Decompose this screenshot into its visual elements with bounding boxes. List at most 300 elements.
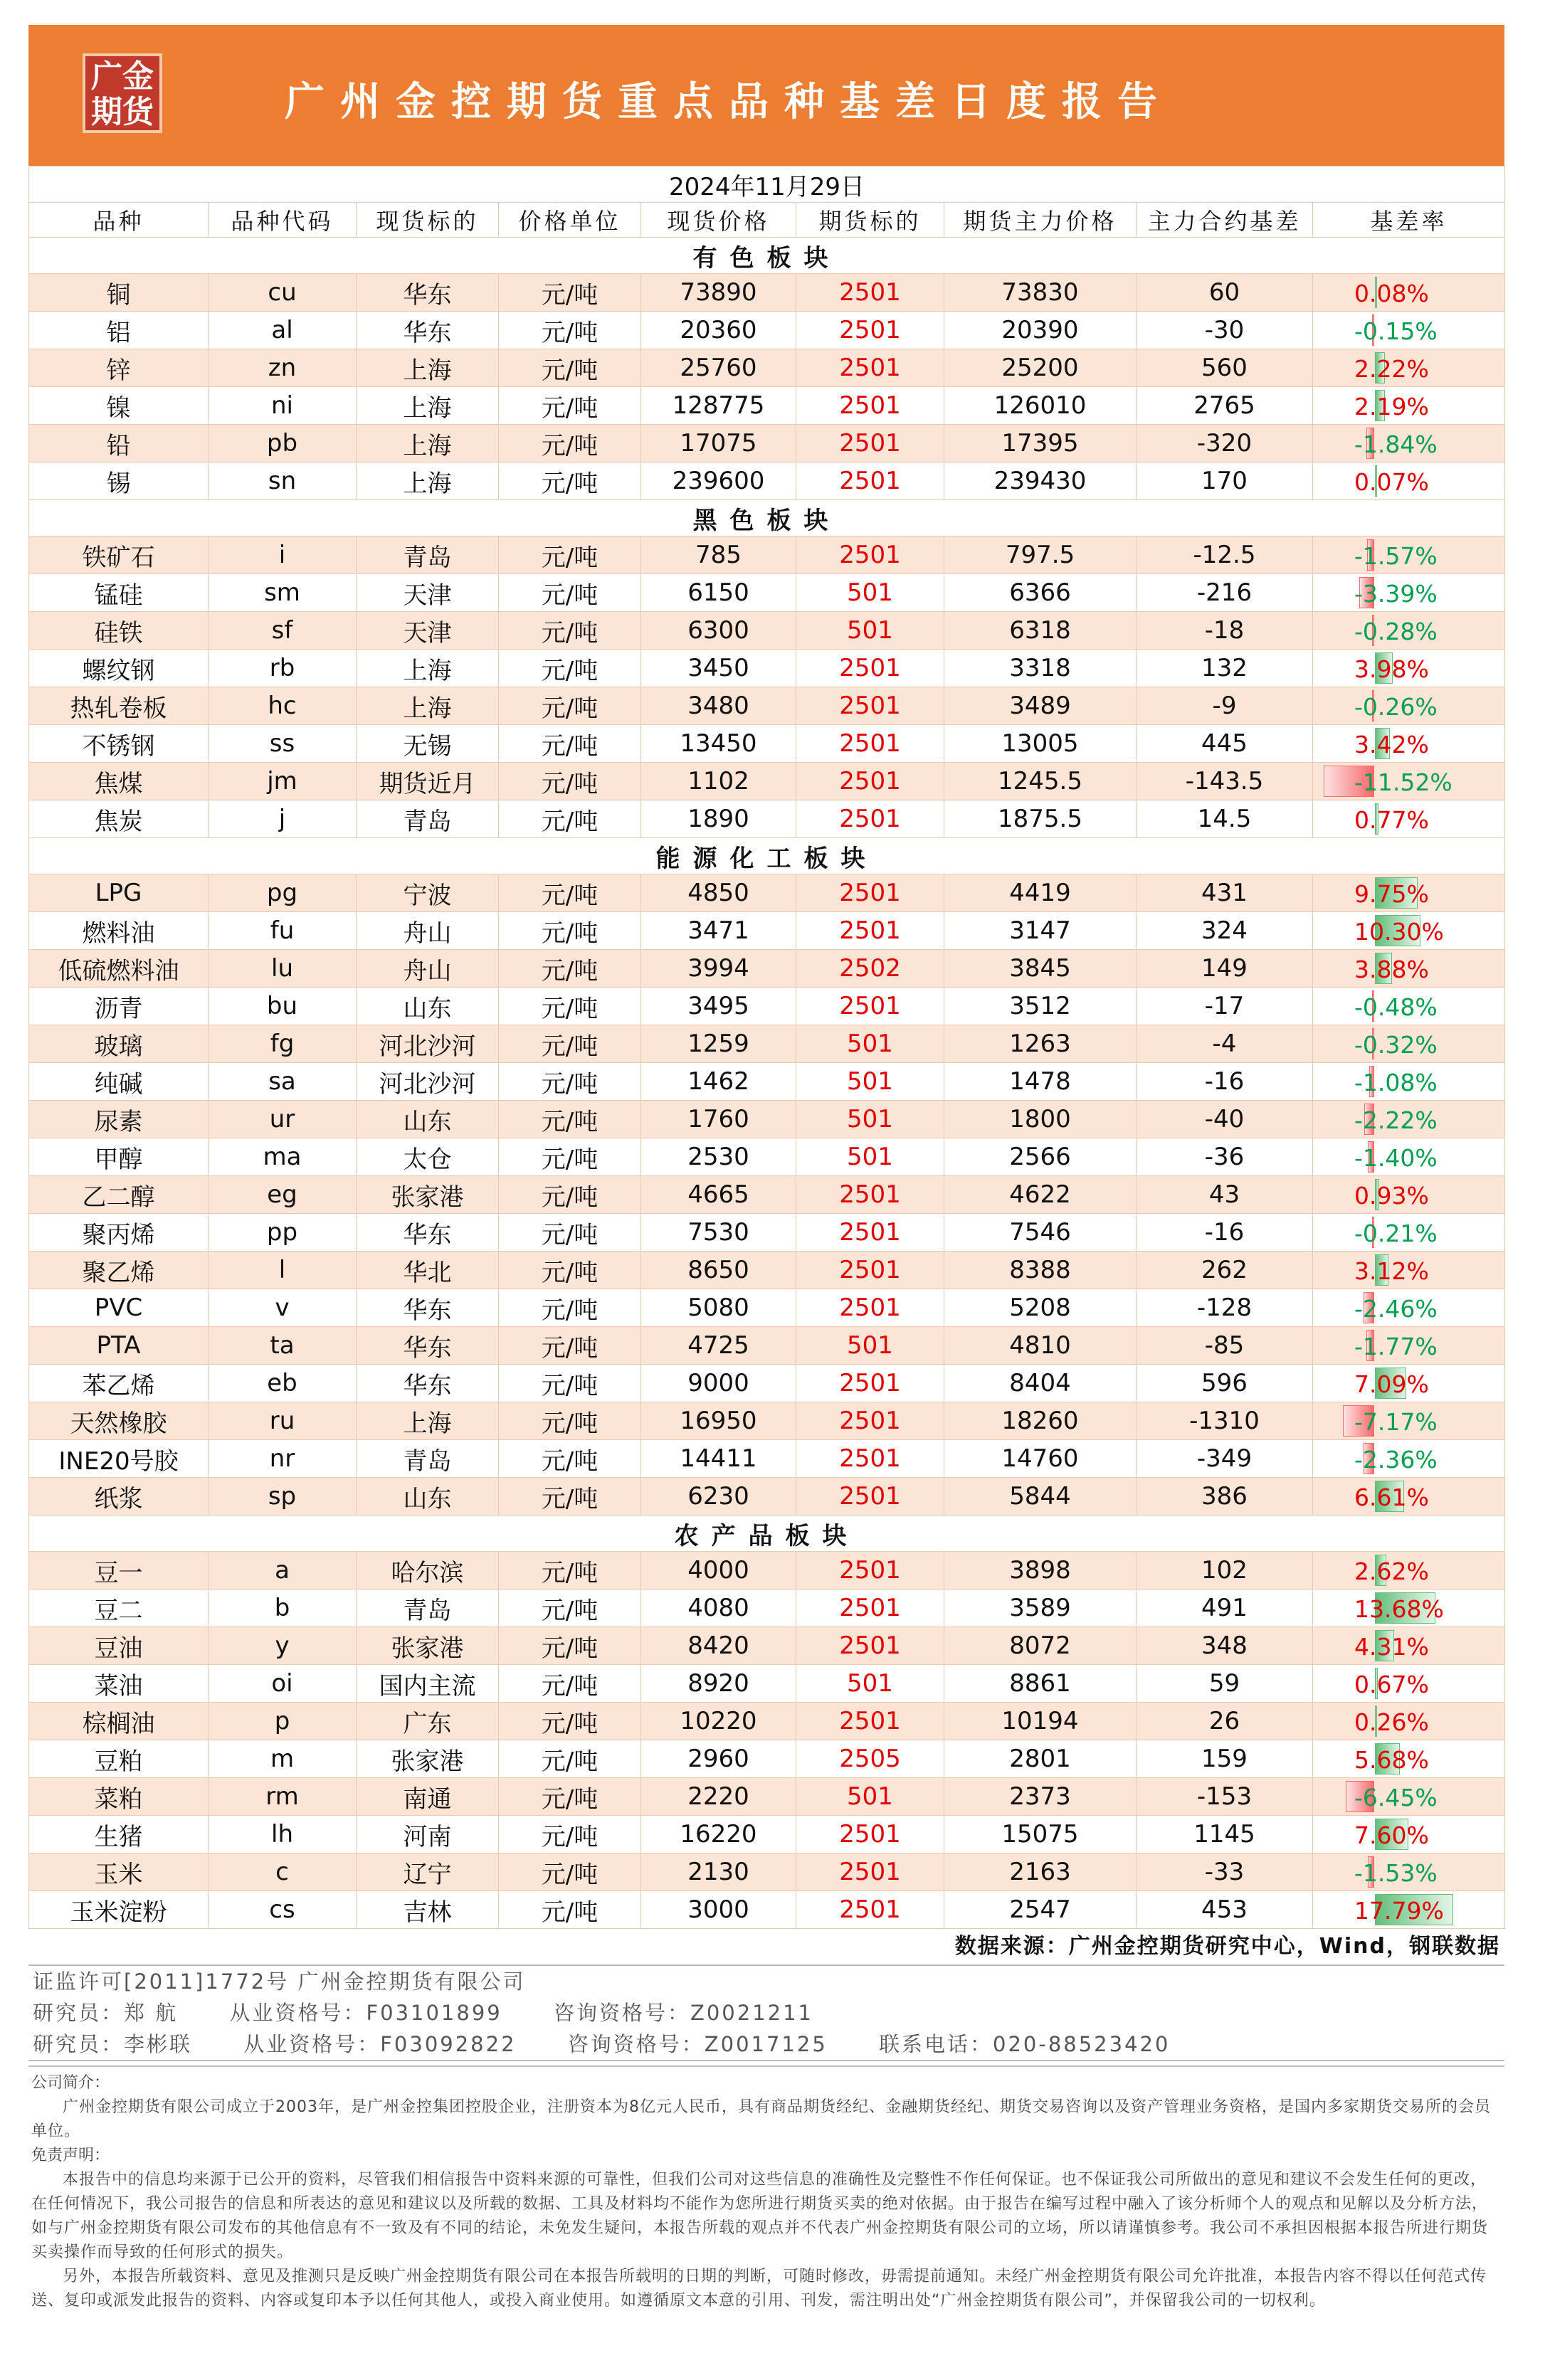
spot-price-cell: 1890 (641, 800, 796, 838)
code-cell: jm (209, 763, 357, 800)
contract-cell: 2501 (796, 387, 944, 425)
futures-price-cell: 2373 (944, 1778, 1137, 1816)
futures-price-cell: 3512 (944, 988, 1137, 1025)
contract-cell: 2501 (796, 1590, 944, 1627)
futures-price-cell: 4419 (944, 874, 1137, 912)
unit-cell: 元/吨 (499, 312, 641, 349)
table-row (29, 763, 1505, 800)
basis-cell: 560 (1137, 349, 1313, 387)
code-cell: al (209, 312, 357, 349)
spot-market-cell: 广东 (357, 1703, 499, 1740)
column-header: 主力合约基差 (1137, 203, 1313, 238)
contract-cell: 501 (796, 1025, 944, 1063)
futures-price-cell: 1800 (944, 1101, 1137, 1138)
basis-cell: -216 (1137, 574, 1313, 612)
futures-price-cell: 126010 (944, 387, 1137, 425)
variety-cell: 菜粕 (29, 1778, 209, 1816)
unit-cell: 元/吨 (499, 650, 641, 687)
basis-rate-cell (1313, 1025, 1505, 1063)
variety-cell: 铜 (29, 274, 209, 312)
code-cell: b (209, 1590, 357, 1627)
futures-price-cell: 6318 (944, 612, 1137, 650)
basis-rate-value: -0.28% (1354, 618, 1438, 645)
spot-market-cell: 哈尔滨 (357, 1552, 499, 1590)
unit-cell: 元/吨 (499, 1816, 641, 1853)
basis-rate-cell (1313, 1365, 1505, 1402)
unit-cell: 元/吨 (499, 1740, 641, 1778)
spot-market-cell: 舟山 (357, 912, 499, 950)
spot-market-cell: 期货近月 (357, 763, 499, 800)
variety-cell: 焦炭 (29, 800, 209, 838)
spot-market-cell: 河北沙河 (357, 1063, 499, 1101)
contract-cell: 2501 (796, 1176, 944, 1214)
contract-cell: 2501 (796, 874, 944, 912)
spot-price-cell: 6300 (641, 612, 796, 650)
basis-rate-cell (1313, 274, 1505, 312)
code-cell: i (209, 536, 357, 574)
basis-rate-cell (1313, 725, 1505, 763)
spot-price-cell: 20360 (641, 312, 796, 349)
futures-price-cell: 8388 (944, 1252, 1137, 1289)
basis-cell: -18 (1137, 612, 1313, 650)
basis-cell: -33 (1137, 1853, 1313, 1891)
report-header (28, 25, 1504, 166)
spot-price-cell: 2960 (641, 1740, 796, 1778)
basis-rate-value: 6.61% (1354, 1483, 1429, 1511)
basis-rate-cell (1313, 1590, 1505, 1627)
contract-cell: 2501 (796, 536, 944, 574)
variety-cell: 玻璃 (29, 1025, 209, 1063)
variety-cell: 天然橡胶 (29, 1402, 209, 1440)
section-title: 有色板块 (29, 238, 1505, 274)
table-row (29, 1478, 1505, 1516)
basis-cell: 453 (1137, 1891, 1313, 1929)
basis-cell: 386 (1137, 1478, 1313, 1516)
futures-price-cell: 4810 (944, 1327, 1137, 1365)
unit-cell: 元/吨 (499, 1552, 641, 1590)
basis-rate-value: 3.42% (1354, 731, 1429, 758)
company-info (28, 2066, 1504, 2320)
basis-rate-cell (1313, 1816, 1505, 1853)
spot-market-cell: 辽宁 (357, 1853, 499, 1891)
contract-cell: 2501 (796, 312, 944, 349)
basis-cell: -349 (1137, 1440, 1313, 1478)
basis-cell: 159 (1137, 1740, 1313, 1778)
column-header-row (29, 203, 1505, 238)
contract-cell: 501 (796, 1101, 944, 1138)
logo-line2: 期货 (91, 94, 154, 130)
consult-number: 咨询资格号：Z0017125 (567, 2032, 828, 2056)
variety-cell: PVC (29, 1289, 209, 1327)
code-cell: a (209, 1552, 357, 1590)
spot-market-cell: 华东 (357, 1327, 499, 1365)
basis-rate-value: 9.75% (1354, 880, 1429, 908)
spot-market-cell: 上海 (357, 1402, 499, 1440)
basis-rate-value: 3.88% (1354, 956, 1429, 983)
variety-cell: 铝 (29, 312, 209, 349)
unit-cell: 元/吨 (499, 1703, 641, 1740)
contract-cell: 2501 (796, 1816, 944, 1853)
contact-phone: 联系电话：020-88523420 (879, 2032, 1171, 2056)
basis-rate-value: 2.22% (1354, 355, 1429, 383)
variety-cell: 豆油 (29, 1627, 209, 1665)
report-date: 2024年11月29日 (29, 166, 1505, 203)
table-row (29, 1365, 1505, 1402)
spot-market-cell: 山东 (357, 1478, 499, 1516)
contract-cell: 2501 (796, 800, 944, 838)
intro-text: 广州金控期货有限公司成立于2003年，是广州金控集团控股企业，注册资本为8亿元人民币，具有商品期货经纪、金融期货经纪、期货交易咨询以及资产管理业务资格，是国内多家期货交易所的会员单位。 (31, 2098, 1491, 2140)
code-cell: m (209, 1740, 357, 1778)
variety-cell: 棕榈油 (29, 1703, 209, 1740)
code-cell: oi (209, 1665, 357, 1703)
unit-cell: 元/吨 (499, 874, 641, 912)
table-row (29, 725, 1505, 763)
variety-cell: 锰硅 (29, 574, 209, 612)
table-row (29, 1252, 1505, 1289)
spot-market-cell: 华东 (357, 1214, 499, 1252)
futures-price-cell: 3898 (944, 1552, 1137, 1590)
basis-rate-value: 13.68% (1354, 1595, 1444, 1623)
basis-rate-value: -2.46% (1354, 1295, 1438, 1323)
basis-cell: 26 (1137, 1703, 1313, 1740)
code-cell: p (209, 1703, 357, 1740)
spot-price-cell: 8920 (641, 1665, 796, 1703)
column-header: 基差率 (1313, 203, 1505, 238)
table-row (29, 387, 1505, 425)
basis-rate-cell (1313, 1176, 1505, 1214)
basis-rate-cell (1313, 1289, 1505, 1327)
basis-rate-value: 4.31% (1354, 1633, 1429, 1661)
basis-rate-value: 2.19% (1354, 393, 1429, 421)
basis-cell: -320 (1137, 425, 1313, 462)
spot-price-cell: 1462 (641, 1063, 796, 1101)
basis-rate-cell (1313, 1552, 1505, 1590)
table-row (29, 1552, 1505, 1590)
unit-cell: 元/吨 (499, 1891, 641, 1929)
variety-cell: 热轧卷板 (29, 687, 209, 725)
basis-rate-value: 0.07% (1354, 468, 1429, 496)
researcher-line-2 (28, 2029, 1504, 2060)
basis-cell: -40 (1137, 1101, 1313, 1138)
futures-price-cell: 5844 (944, 1478, 1137, 1516)
unit-cell: 元/吨 (499, 1665, 641, 1703)
variety-cell: 不锈钢 (29, 725, 209, 763)
spot-price-cell: 3480 (641, 687, 796, 725)
table-row (29, 1627, 1505, 1665)
code-cell: c (209, 1853, 357, 1891)
table-row (29, 950, 1505, 988)
code-cell: y (209, 1627, 357, 1665)
code-cell: fu (209, 912, 357, 950)
futures-price-cell: 3845 (944, 950, 1137, 988)
basis-rate-value: 7.09% (1354, 1370, 1429, 1398)
basis-cell: 60 (1137, 274, 1313, 312)
section-title: 黑色板块 (29, 500, 1505, 536)
spot-market-cell: 舟山 (357, 950, 499, 988)
futures-price-cell: 10194 (944, 1703, 1137, 1740)
futures-price-cell: 8861 (944, 1665, 1137, 1703)
section-header-row (29, 500, 1505, 536)
basis-rate-cell (1313, 988, 1505, 1025)
spot-price-cell: 4000 (641, 1552, 796, 1590)
table-row (29, 988, 1505, 1025)
contract-cell: 2501 (796, 1703, 944, 1740)
basis-cell: 170 (1137, 462, 1313, 500)
contract-cell: 2501 (796, 1853, 944, 1891)
variety-cell: 锌 (29, 349, 209, 387)
basis-rate-cell (1313, 950, 1505, 988)
code-cell: pb (209, 425, 357, 462)
company-logo (83, 53, 162, 133)
table-row (29, 462, 1505, 500)
spot-market-cell: 华东 (357, 1289, 499, 1327)
contract-cell: 2501 (796, 1289, 944, 1327)
spot-market-cell: 吉林 (357, 1891, 499, 1929)
variety-cell: LPG (29, 874, 209, 912)
futures-price-cell: 8072 (944, 1627, 1137, 1665)
unit-cell: 元/吨 (499, 1289, 641, 1327)
unit-cell: 元/吨 (499, 1590, 641, 1627)
spot-market-cell: 青岛 (357, 1590, 499, 1627)
spot-price-cell: 13450 (641, 725, 796, 763)
report-footer (28, 1964, 1504, 2061)
futures-price-cell: 18260 (944, 1402, 1137, 1440)
futures-price-cell: 6366 (944, 574, 1137, 612)
basis-rate-value: -0.21% (1354, 1220, 1438, 1247)
qualification-number: 从业资格号：F03092822 (243, 2032, 517, 2056)
basis-cell: 348 (1137, 1627, 1313, 1665)
spot-market-cell: 上海 (357, 462, 499, 500)
basis-rate-cell (1313, 1214, 1505, 1252)
futures-price-cell: 13005 (944, 725, 1137, 763)
variety-cell: 苯乙烯 (29, 1365, 209, 1402)
code-cell: ni (209, 387, 357, 425)
basis-rate-value: 0.93% (1354, 1182, 1429, 1210)
table-row (29, 1063, 1505, 1101)
futures-price-cell: 797.5 (944, 536, 1137, 574)
basis-cell: -12.5 (1137, 536, 1313, 574)
code-cell: nr (209, 1440, 357, 1478)
code-cell: lh (209, 1816, 357, 1853)
table-row (29, 1176, 1505, 1214)
contract-cell: 2501 (796, 425, 944, 462)
spot-price-cell: 3471 (641, 912, 796, 950)
spot-price-cell: 8420 (641, 1627, 796, 1665)
spot-price-cell: 2130 (641, 1853, 796, 1891)
basis-rate-value: -1.57% (1354, 542, 1438, 570)
spot-market-cell: 上海 (357, 650, 499, 687)
unit-cell: 元/吨 (499, 536, 641, 574)
table-row (29, 1853, 1505, 1891)
basis-rate-value: 0.77% (1354, 806, 1429, 834)
consult-number: 咨询资格号：Z0021211 (553, 2001, 813, 2025)
spot-price-cell: 4080 (641, 1590, 796, 1627)
futures-price-cell: 15075 (944, 1816, 1137, 1853)
basis-rate-cell (1313, 574, 1505, 612)
table-row (29, 1891, 1505, 1929)
spot-market-cell: 张家港 (357, 1740, 499, 1778)
basis-cell: -85 (1137, 1327, 1313, 1365)
basis-rate-value: -0.15% (1354, 317, 1438, 345)
spot-market-cell: 国内主流 (357, 1665, 499, 1703)
code-cell: l (209, 1252, 357, 1289)
unit-cell: 元/吨 (499, 1252, 641, 1289)
basis-rate-value: -11.52% (1354, 768, 1452, 796)
spot-price-cell: 25760 (641, 349, 796, 387)
variety-cell: 燃料油 (29, 912, 209, 950)
basis-rate-cell (1313, 1665, 1505, 1703)
basis-cell: -153 (1137, 1778, 1313, 1816)
spot-price-cell: 3994 (641, 950, 796, 988)
variety-cell: 菜油 (29, 1665, 209, 1703)
variety-cell: 铁矿石 (29, 536, 209, 574)
column-header: 现货标的 (357, 203, 499, 238)
table-row (29, 1138, 1505, 1176)
basis-rate-value: 0.08% (1354, 280, 1429, 307)
futures-price-cell: 2547 (944, 1891, 1137, 1929)
contract-cell: 2501 (796, 988, 944, 1025)
futures-price-cell: 4622 (944, 1176, 1137, 1214)
futures-price-cell: 8404 (944, 1365, 1137, 1402)
basis-cell: 2765 (1137, 387, 1313, 425)
code-cell: v (209, 1289, 357, 1327)
basis-rate-cell (1313, 1402, 1505, 1440)
table-row (29, 1214, 1505, 1252)
code-cell: rm (209, 1778, 357, 1816)
basis-rate-value: -0.26% (1354, 693, 1438, 721)
code-cell: cu (209, 274, 357, 312)
spot-market-cell: 张家港 (357, 1627, 499, 1665)
contract-cell: 501 (796, 1327, 944, 1365)
basis-cell: -143.5 (1137, 763, 1313, 800)
basis-rate-value: -1.53% (1354, 1859, 1438, 1887)
variety-cell: INE20号胶 (29, 1440, 209, 1478)
basis-rate-cell (1313, 312, 1505, 349)
basis-rate-value: -1.77% (1354, 1333, 1438, 1360)
spot-market-cell: 山东 (357, 988, 499, 1025)
spot-market-cell: 上海 (357, 387, 499, 425)
basis-cell: 132 (1137, 650, 1313, 687)
futures-price-cell: 3147 (944, 912, 1137, 950)
basis-rate-cell (1313, 1101, 1505, 1138)
basis-cell: -128 (1137, 1289, 1313, 1327)
contract-cell: 2501 (796, 1365, 944, 1402)
basis-cell: -16 (1137, 1214, 1313, 1252)
basis-cell: -9 (1137, 687, 1313, 725)
table-row (29, 1816, 1505, 1853)
variety-cell: 生猪 (29, 1816, 209, 1853)
spot-price-cell: 4850 (641, 874, 796, 912)
futures-price-cell: 3318 (944, 650, 1137, 687)
basis-rate-cell (1313, 1327, 1505, 1365)
futures-price-cell: 17395 (944, 425, 1137, 462)
contract-cell: 2501 (796, 650, 944, 687)
spot-market-cell: 华东 (357, 274, 499, 312)
column-header: 期货标的 (796, 203, 944, 238)
unit-cell: 元/吨 (499, 1327, 641, 1365)
unit-cell: 元/吨 (499, 574, 641, 612)
basis-rate-value: -0.32% (1354, 1031, 1438, 1059)
table-row (29, 1402, 1505, 1440)
futures-price-cell: 14760 (944, 1440, 1137, 1478)
variety-cell: 沥青 (29, 988, 209, 1025)
futures-price-cell: 25200 (944, 349, 1137, 387)
variety-cell: 豆一 (29, 1552, 209, 1590)
section-title: 农产品板块 (29, 1516, 1505, 1552)
basis-rate-value: 0.26% (1354, 1708, 1429, 1736)
column-header: 品种代码 (209, 203, 357, 238)
basis-rate-cell (1313, 536, 1505, 574)
basis-rate-cell (1313, 425, 1505, 462)
basis-rate-value: -0.48% (1354, 993, 1438, 1021)
spot-price-cell: 785 (641, 536, 796, 574)
contract-cell: 501 (796, 574, 944, 612)
basis-rate-cell (1313, 1440, 1505, 1478)
basis-cell: 445 (1137, 725, 1313, 763)
contract-cell: 2501 (796, 1402, 944, 1440)
basis-cell: 149 (1137, 950, 1313, 988)
contract-cell: 2501 (796, 274, 944, 312)
variety-cell: 玉米淀粉 (29, 1891, 209, 1929)
unit-cell: 元/吨 (499, 1063, 641, 1101)
spot-price-cell: 16950 (641, 1402, 796, 1440)
variety-cell: 铅 (29, 425, 209, 462)
spot-price-cell: 14411 (641, 1440, 796, 1478)
code-cell: sa (209, 1063, 357, 1101)
basis-rate-cell (1313, 650, 1505, 687)
basis-rate-cell (1313, 1478, 1505, 1516)
basis-rate-cell (1313, 912, 1505, 950)
section-title: 能源化工板块 (29, 838, 1505, 874)
table-row (29, 687, 1505, 725)
table-row (29, 1289, 1505, 1327)
unit-cell: 元/吨 (499, 988, 641, 1025)
basis-cell: 491 (1137, 1590, 1313, 1627)
table-row (29, 425, 1505, 462)
basis-rate-value: -1.84% (1354, 430, 1438, 458)
variety-cell: 硅铁 (29, 612, 209, 650)
unit-cell: 元/吨 (499, 687, 641, 725)
column-header: 品种 (29, 203, 209, 238)
contract-cell: 2501 (796, 349, 944, 387)
table-row (29, 312, 1505, 349)
code-cell: lu (209, 950, 357, 988)
code-cell: sf (209, 612, 357, 650)
table-row (29, 574, 1505, 612)
table-row (29, 800, 1505, 838)
futures-price-cell: 239430 (944, 462, 1137, 500)
unit-cell: 元/吨 (499, 800, 641, 838)
code-cell: ss (209, 725, 357, 763)
unit-cell: 元/吨 (499, 425, 641, 462)
code-cell: pg (209, 874, 357, 912)
unit-cell: 元/吨 (499, 349, 641, 387)
futures-price-cell: 1245.5 (944, 763, 1137, 800)
unit-cell: 元/吨 (499, 950, 641, 988)
code-cell: bu (209, 988, 357, 1025)
variety-cell: 聚乙烯 (29, 1252, 209, 1289)
code-cell: sm (209, 574, 357, 612)
basis-cell: 43 (1137, 1176, 1313, 1214)
spot-price-cell: 3450 (641, 650, 796, 687)
futures-price-cell: 73830 (944, 274, 1137, 312)
spot-price-cell: 3495 (641, 988, 796, 1025)
unit-cell: 元/吨 (499, 1025, 641, 1063)
basis-rate-value: -6.45% (1354, 1784, 1438, 1812)
contract-cell: 501 (796, 1665, 944, 1703)
basis-rate-cell (1313, 1853, 1505, 1891)
contract-cell: 2505 (796, 1740, 944, 1778)
